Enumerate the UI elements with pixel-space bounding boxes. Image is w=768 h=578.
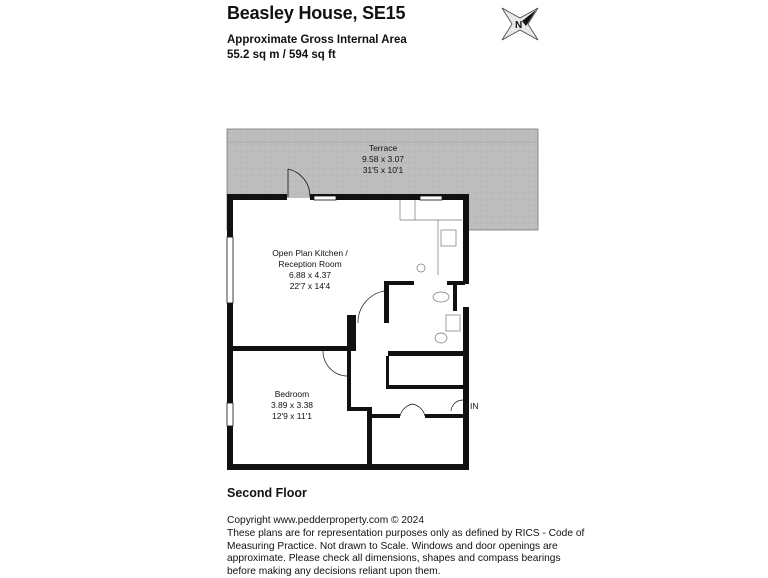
bedroom-name: Bedroom <box>274 389 310 399</box>
kitchen-imperial: 22'7 x 14'4 <box>289 281 331 291</box>
disclaimer-text: These plans are for representation purposes only as defined by RICS - Code of Measuring Practice. Not drawn to Scale. Windows and door openings are approximate. Please check all dimensions, shapes and compass bearings before making any decisions reliant upon them. <box>227 528 585 577</box>
kitchen-name-line1: Open Plan Kitchen / <box>272 248 348 258</box>
area-label: Approximate Gross Internal Area <box>227 34 407 46</box>
property-title: Beasley House, SE15 <box>227 3 406 23</box>
entrance-label: IN <box>470 401 479 411</box>
kitchen-metric: 6.88 x 4.37 <box>288 270 332 280</box>
kitchen-name-line2: Reception Room <box>278 259 342 269</box>
bedroom-metric: 3.89 x 3.38 <box>270 400 314 410</box>
bedroom-imperial: 12'9 x 11'1 <box>272 411 312 421</box>
floor-label: Second Floor <box>227 486 307 500</box>
area-value: 55.2 sq m / 594 sq ft <box>227 49 336 61</box>
terrace-metric: 9.58 x 3.07 <box>361 154 405 164</box>
bedroom-label <box>271 389 313 421</box>
compass-north-label: N <box>515 20 523 31</box>
terrace-name: Terrace <box>368 143 398 153</box>
terrace-imperial: 31'5 x 10'1 <box>362 165 404 175</box>
copyright-text: Copyright www.pedderproperty.com © 2024 <box>227 515 425 526</box>
